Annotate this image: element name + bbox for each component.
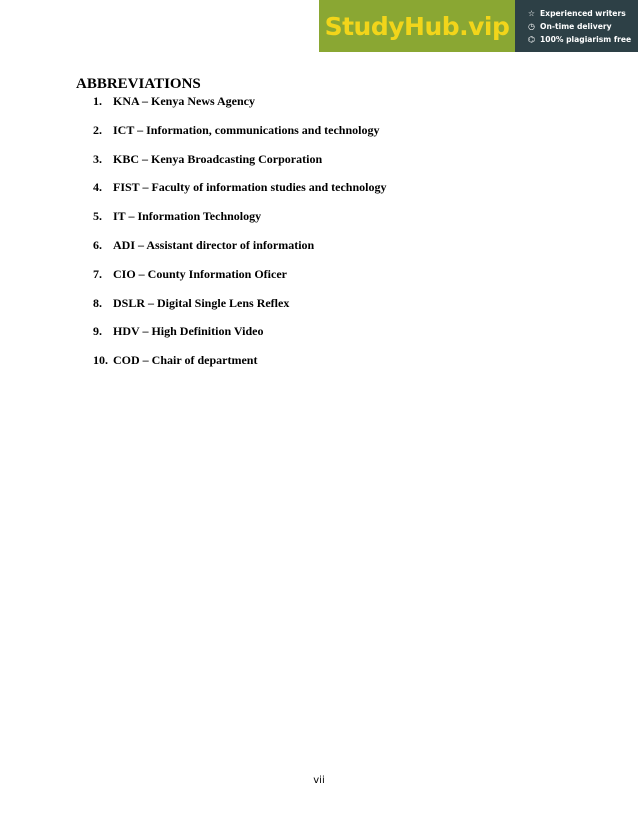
item-text: COD – Chair of department (113, 353, 258, 368)
item-text: FIST – Faculty of information studies and technology (113, 180, 387, 195)
list-item (93, 94, 386, 123)
item-number: 5. (93, 209, 102, 224)
logo-text: StudyHub.vip (324, 11, 510, 41)
feature-label: Experienced writers (540, 8, 626, 18)
item-text: ADI – Assistant director of information (113, 237, 315, 252)
item-text: KBC – Kenya Broadcasting Corporation (113, 151, 323, 166)
feature-label: On-time delivery (540, 21, 612, 31)
feature-plagiarism-free (527, 34, 638, 45)
list-item (93, 238, 386, 267)
list-item (93, 267, 386, 296)
item-number: 2. (93, 122, 102, 137)
item-number: 3. (93, 151, 102, 166)
list-item (93, 152, 386, 181)
list-item (93, 123, 386, 152)
list-item (93, 353, 386, 382)
item-text: DSLR – Digital Single Lens Reflex (113, 295, 290, 310)
item-number: 9. (93, 324, 102, 339)
studyhub-logo[interactable] (319, 0, 515, 52)
item-text: HDV – High Definition Video (113, 324, 264, 339)
feature-experienced-writers (527, 8, 638, 19)
item-text: KNA – Kenya News Agency (113, 94, 255, 108)
abbreviation-list (93, 94, 386, 382)
star-icon: ☆ (527, 8, 536, 18)
item-number: 4. (93, 180, 102, 195)
item-text: ICT – Information, communications and technology (113, 122, 380, 137)
list-item (93, 180, 386, 209)
clock-icon: ◷ (528, 21, 535, 31)
item-number: 7. (93, 266, 102, 281)
page-number: vii (313, 775, 325, 786)
feature-label: 100% plagiarism free (540, 34, 632, 44)
item-number: 1. (93, 94, 102, 108)
feature-on-time-delivery (527, 21, 638, 32)
item-number: 8. (93, 295, 102, 310)
studyhub-banner[interactable] (319, 0, 638, 52)
list-item (93, 296, 386, 325)
badge-icon: ⌬ (528, 34, 535, 44)
list-item (93, 324, 386, 353)
item-text: CIO – County Information Oficer (113, 266, 287, 281)
page-title: ABBREVIATIONS (76, 76, 201, 92)
item-number: 10. (93, 353, 108, 368)
item-text: IT – Information Technology (113, 209, 262, 224)
item-number: 6. (93, 237, 102, 252)
list-item (93, 209, 386, 238)
banner-features (515, 0, 638, 52)
